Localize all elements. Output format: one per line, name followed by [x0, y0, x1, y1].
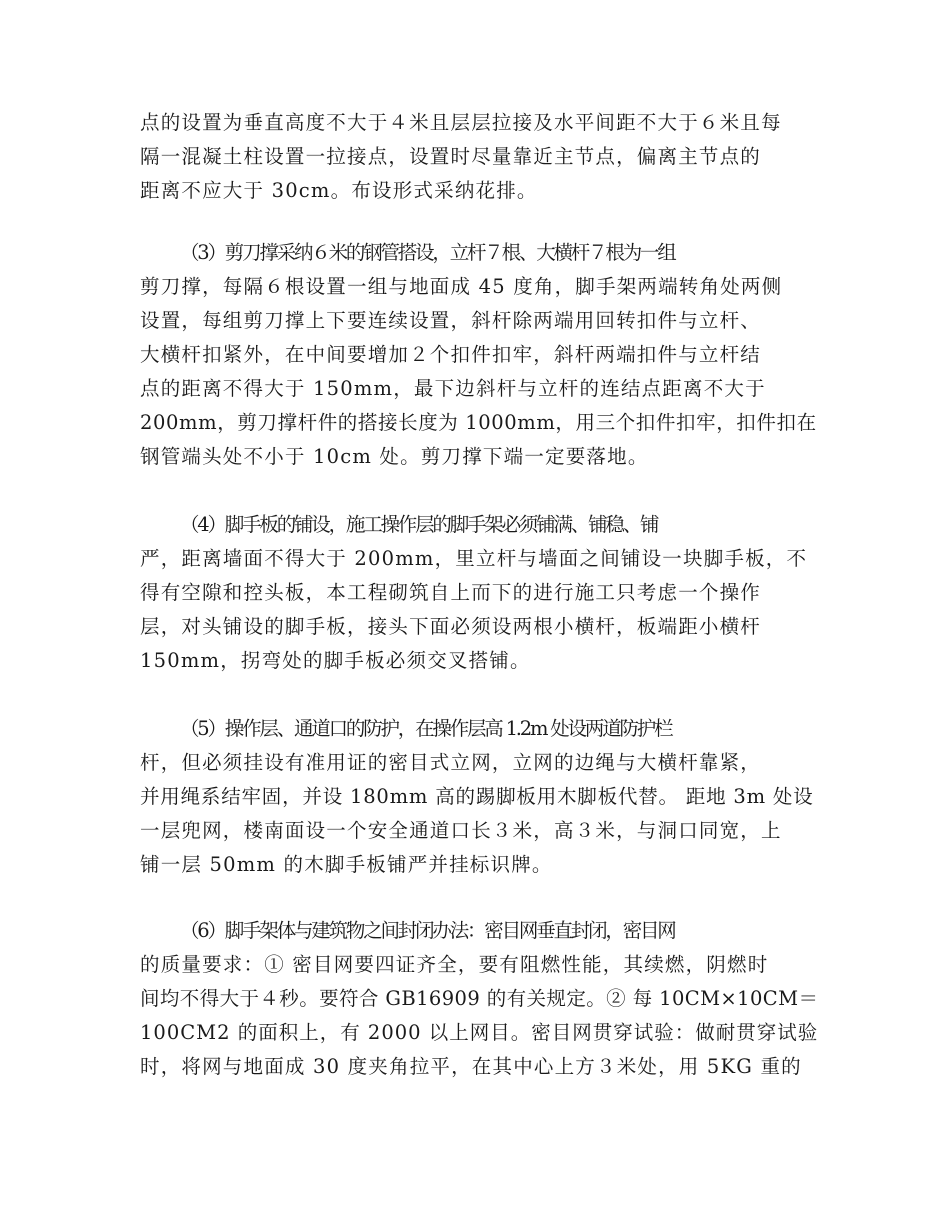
text-line: （5）操作层、通道口的防护，在操作层高 1.2m 处设两道防护栏: [180, 717, 672, 740]
text-line: 大横杆扣紧外，在中间要增加２个扣件扣牢，斜杆两端扣件与立杆结: [140, 343, 762, 366]
text-line: 200mm，剪刀撑杆件的搭接长度为 1000mm，用三个扣件扣牢，扣件扣在: [140, 411, 817, 434]
text-line: 间均不得大于４秒。要符合 GB16909 的有关规定。② 每 10CM×10CM＝: [140, 987, 819, 1010]
text-line: （3）剪刀撑采纳６米的钢管搭设，立杆７根、大横杆７根为一组: [180, 241, 675, 264]
paragraph-1: [140, 106, 820, 208]
text-line: （4）脚手板的铺设，施工操作层的脚手架必须铺满、铺稳、铺: [180, 513, 658, 536]
paragraph-5: [140, 914, 820, 1084]
text-line: 一层兜网，楼南面设一个安全通道口长３米，高３米，与洞口同宽，上: [140, 819, 782, 842]
text-line: 钢管端头处不小于 10cm 处。剪刀撑下端一定要落地。: [140, 445, 649, 468]
text-line: 设置，每组剪刀撑上下要连续设置，斜杆除两端用回转扣件与立杆、: [140, 309, 762, 332]
text-line: 150mm，拐弯处的脚手板必须交叉搭铺。: [140, 649, 531, 672]
text-line: 得有空隙和控头板，本工程砌筑自上而下的进行施工只考虑一个操作: [140, 581, 762, 604]
text-line: 并用绳系结牢固，并设 180mm 高的踢脚板用木脚板代替。 距地 3m 处设: [140, 785, 814, 808]
text-line: （6）脚手架体与建筑物之间封闭办法：密目网垂直封闭，密目网: [180, 919, 675, 942]
text-line: 时，将网与地面成 30 度夹角拉平，在其中心上方３米处，用 5KG 重的: [140, 1055, 802, 1078]
text-line: 剪刀撑，每隔６根设置一组与地面成 45 度角，脚手架两端转角处两侧: [140, 275, 783, 298]
text-line: 层，对头铺设的脚手板，接头下面必须设两根小横杆，板端距小横杆: [140, 615, 762, 638]
paragraph-3: [140, 508, 820, 678]
text-line: 严，距离墙面不得大于 200mm，里立杆与墙面之间铺设一块脚手板，不: [140, 547, 808, 570]
paragraph-4: [140, 712, 820, 882]
text-line: 铺一层 50mm 的木脚手板铺严并挂标识牌。: [140, 853, 553, 876]
text-line: 100CM2 的面积上，有 2000 以上网目。密目网贯穿试验：做耐贯穿试验: [140, 1021, 819, 1044]
text-line: 距离不应大于 30cm。布设形式采纳花排。: [140, 179, 538, 202]
text-line: 点的距离不得大于 150mm，最下边斜杆与立杆的连结点距离不大于: [140, 377, 766, 400]
text-line: 杆，但必须挂设有准用证的密目式立网，立网的边绳与大横杆靠紧，: [140, 751, 762, 774]
text-line: 隔一混凝土柱设置一拉接点，设置时尽量靠近主节点，偏离主节点的: [140, 145, 762, 168]
text-line: 点的设置为垂直高度不大于４米且层层拉接及水平间距不大于６米且每: [140, 111, 782, 134]
text-line: 的质量要求：① 密目网要四证齐全，要有阻燃性能，其续燃，阴燃时: [140, 953, 769, 976]
paragraph-2: [140, 236, 820, 474]
